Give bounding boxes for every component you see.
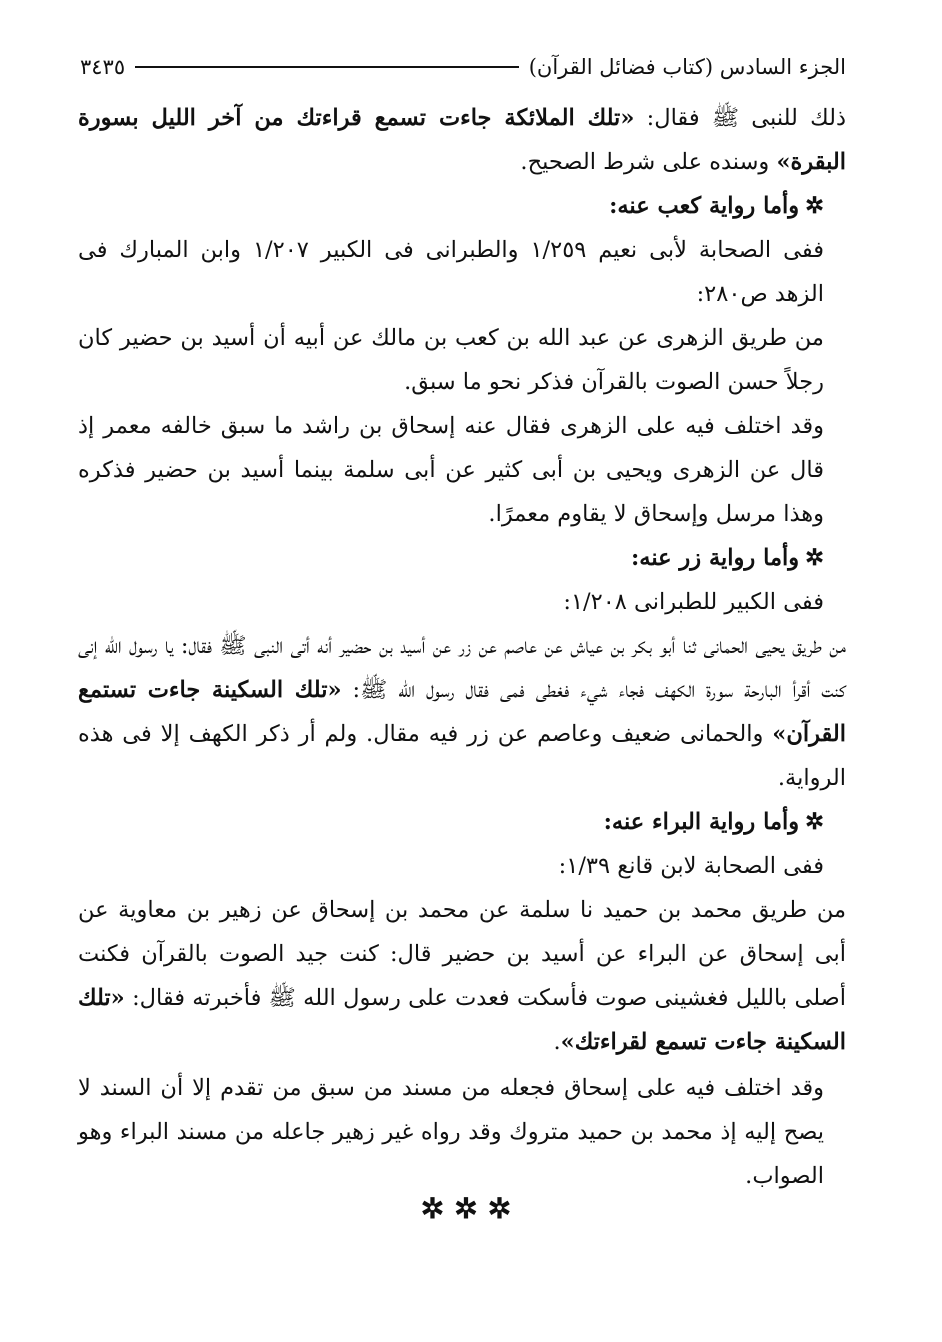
section-end-ornament: ✲✲✲ (420, 1192, 522, 1225)
zirr-narration (78, 624, 846, 800)
baraa-narration-text-a: من طريق محمد بن حميد نا سلمة عن محمد بن إسحاق عن زهير بن معاوية عن أبى إسحاق عن البراء عن أسيد بن حضير قال: كنت جيد الصوت بالقرآن فكنت أصلى بالليل فغشينى صوت فأسكت فعدت على رسول الله ﷺ فأخبرته فقال: (78, 897, 846, 1011)
page-number: ٣٤٣٥ (80, 55, 126, 79)
zirr-narration-text-b: والحمانى ضعيف وعاصم عن زر فيه مقال. ولم أر ذكر الكهف إلا فى هذه الرواية. (78, 721, 846, 791)
header-rule (135, 66, 519, 68)
hadith-quote-1: «تلك الملائكة جاءت تسمع قراءتك من آخر الليل بسورة البقرة» (78, 105, 846, 175)
section-heading-kaab-text: وأما رواية كعب عنه: (609, 193, 800, 219)
zirr-source: ففى الكبير للطبرانى ١/٢٠٨: (563, 589, 824, 615)
hadith-quote-2: «تلك السكينة جاءت تستمع القرآن» (78, 677, 846, 747)
section-heading-zirr-text: وأما رواية زر عنه: (630, 545, 800, 571)
section-heading-baraa (78, 800, 846, 844)
running-header (80, 44, 846, 90)
section-heading-baraa-text: وأما رواية البراء عنه: (603, 809, 800, 835)
asterisk-icon: ✲ (805, 809, 824, 835)
final-discussion: وقد اختلف فيه على إسحاق فجعله من مسند من سبق من تقدم إلا أن السند لا يصح إليه إذ محمد بن حميد متروك وقد رواه غير زهير جاعله من مسند البراء وهو الصواب. (78, 1075, 824, 1189)
asterisk-icon: ✲ (805, 193, 824, 219)
kaab-discussion: وقد اختلف فيه على الزهرى فقال عنه إسحاق بن راشد ما سبق خالفه معمر إذ قال عن الزهرى ويحيى بن أبى كثير عن أبى سلمة بينما أسيد بن حضير فذكره وهذا مرسل وإسحاق لا يقاوم معمرًا. (78, 413, 824, 527)
section-heading-kaab (78, 184, 846, 228)
asterisk-icon: ✲ (805, 545, 824, 571)
header-title: الجزء السادس (كتاب فضائل القرآن) (528, 55, 846, 79)
baraa-narration-text-b: . (553, 1029, 561, 1055)
kaab-narration: من طريق الزهرى عن عبد الله بن كعب بن مالك عن أبيه أن أسيد بن حضير كان رجلاً حسن الصوت بالقرآن فذكر نحو ما سبق. (78, 325, 824, 395)
paragraph-1-text-b: وسنده على شرط الصحيح. (520, 149, 777, 175)
kaab-source: ففى الصحابة لأبى نعيم ١/٢٥٩ والطبرانى فى الكبير ١/٢٠٧ وابن المبارك فى الزهد ص٢٨٠: (78, 237, 824, 307)
paragraph-1 (78, 96, 846, 184)
page-body (78, 96, 846, 1198)
baraa-source: ففى الصحابة لابن قانع ١/٣٩: (558, 853, 824, 879)
baraa-narration (78, 888, 846, 1064)
section-heading-zirr (78, 536, 846, 580)
paragraph-1-text-a: ذلك للنبى ﷺ فقال: (634, 105, 847, 131)
hadith-quote-3: «تلك السكينة جاءت تسمع لقراءتك» (78, 985, 846, 1055)
zirr-narration-text-a: من طريق يحيى الحمانى ثنا أبو بكر بن عياش عن عاصم عن زر عن أسيد بن حضير أنه أتى النبى ﷺ فقال: يا رسول الله إنى كنت أقرأ البارحة سورة الكهف فجاء شيء فغطى فمى فقال رسول الله ﷺ: (78, 633, 846, 703)
